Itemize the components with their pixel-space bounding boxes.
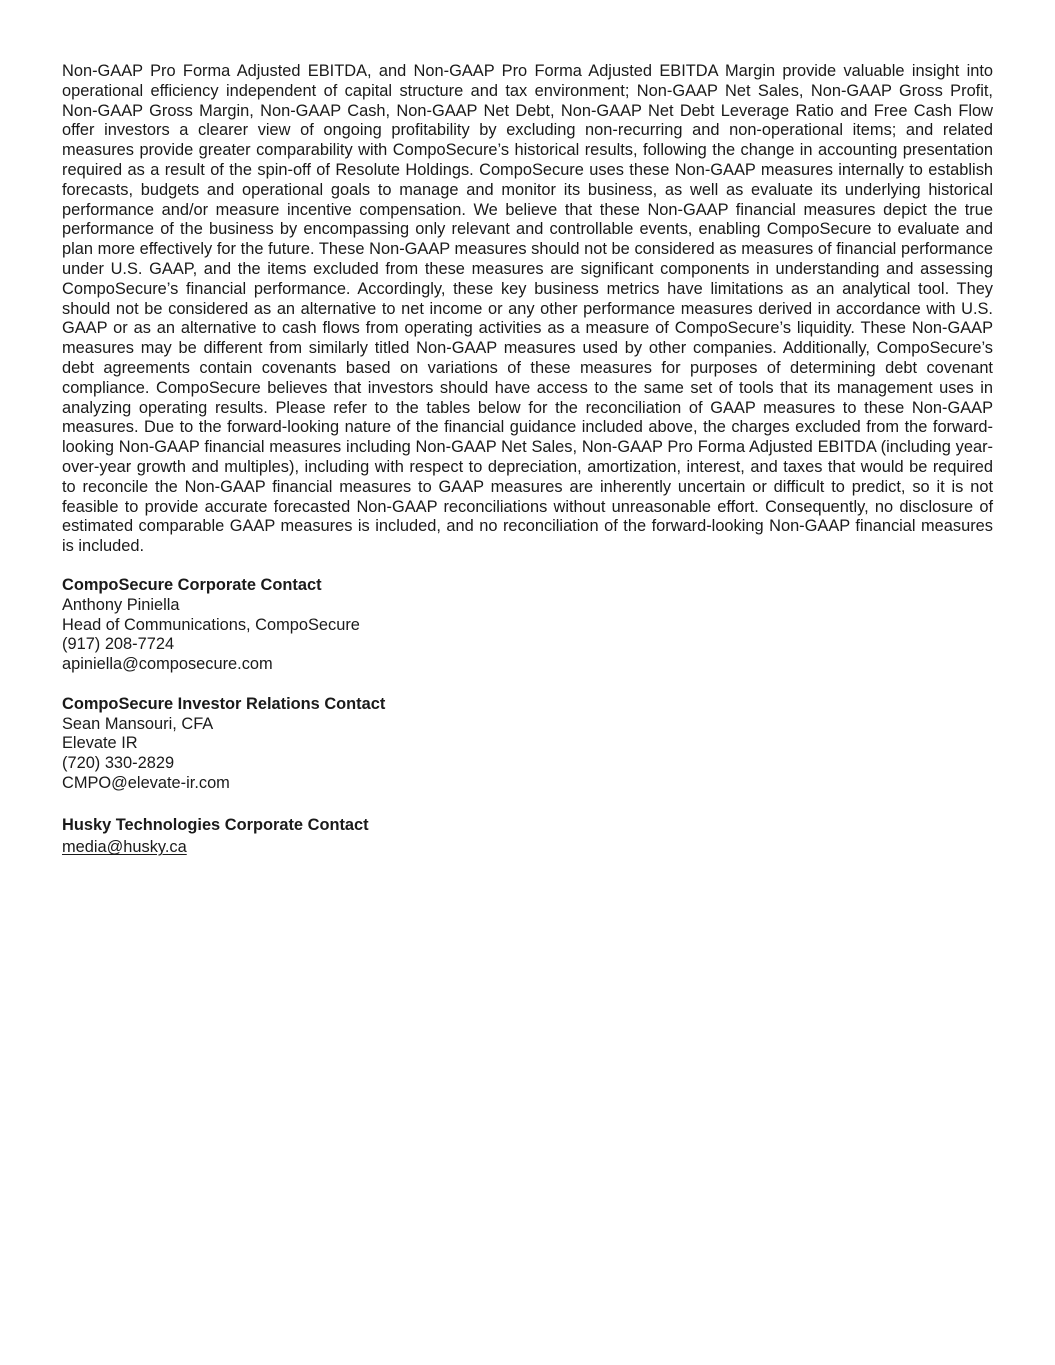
contact-phone: (917) 208-7724 (62, 635, 175, 654)
contact-heading: CompoSecure Corporate Contact (62, 575, 322, 594)
composecure-investor-relations-contact (62, 695, 993, 794)
contact-phone: (720) 330-2829 (62, 754, 175, 773)
contact-email: CMPO@elevate-ir.com (62, 773, 230, 792)
contact-title: Head of Communications, CompoSecure (62, 615, 360, 634)
contact-name: Anthony Piniella (62, 595, 180, 614)
composecure-corporate-contact (62, 576, 993, 675)
contact-name: Sean Mansouri, CFA (62, 714, 214, 733)
contact-heading: Husky Technologies Corporate Contact (62, 815, 369, 834)
contact-company: Elevate IR (62, 734, 138, 753)
contact-heading: CompoSecure Investor Relations Contact (62, 694, 386, 713)
non-gaap-disclosure-paragraph: Non-GAAP Pro Forma Adjusted EBITDA, and Non-GAAP Pro Forma Adjusted EBITDA Margin provide valuable insight into operational efficiency independent of capital structure and tax environment; Non-GAAP Net Sales, Non-GAAP Gross Profit, Non-GAAP Gross Margin, Non-GAAP Cash, Non-GAAP Net Debt, Non-GAAP Net Debt Leverage Ratio and Free Cash Flow offer investors a clearer view of ongoing profitability by excluding non-recurring and non-operational items; and related measures provide greater comparability with CompoSecure’s historical results, following the change in accounting presentation required as a result of the spin-off of Resolute Holdings. CompoSecure uses these Non-GAAP measures internally to establish forecasts, budgets and operational goals to manage and monitor its business, as well as evaluate its underlying historical performance and/or measure incentive compensation. We believe that these Non-GAAP financial measures depict the true performance of the business by encompassing only relevant and controllable events, enabling CompoSecure to evaluate and plan more effectively for the future. These Non-GAAP measures should not be considered as measures of financial performance under U.S. GAAP, and the items excluded from these measures are significant components in understanding and assessing CompoSecure’s financial performance. Accordingly, these key business metrics have limitations as an analytical tool. They should not be considered as an alternative to net income or any other performance measures derived in accordance with U.S. GAAP or as an alternative to cash flows from operating activities as a measure of CompoSecure’s liquidity. These Non-GAAP measures may be different from similarly titled Non-GAAP measures used by other companies. Additionally, CompoSecure’s debt agreements contain covenants based on variations of these measures for purposes of determining debt covenant compliance. CompoSecure believes that investors should have access to the same set of tools that its management uses in analyzing operating results. Please refer to the tables below for the reconciliation of GAAP measures to these Non-GAAP measures. Due to the forward-looking nature of the financial guidance included above, the charges excluded from the forward-looking Non-GAAP financial measures including Non-GAAP Net Sales, Non-GAAP Pro Forma Adjusted EBITDA (including year-over-year growth and multiples), including with respect to depreciation, amortization, interest, and taxes that would be required to reconcile the Non-GAAP financial measures to GAAP measures are inherently uncertain or difficult to predict, so it is not feasible to provide accurate forecasted Non-GAAP reconciliations without unreasonable effort. Consequently, no disclosure of estimated comparable GAAP measures is included, and no reconciliation of the forward-looking Non-GAAP financial measures is included. (62, 62, 993, 556)
husky-email-link[interactable]: media@husky.ca (62, 838, 187, 857)
contact-email: apiniella@composecure.com (62, 655, 273, 674)
document-page (62, 62, 993, 858)
husky-technologies-corporate-contact (62, 816, 993, 859)
